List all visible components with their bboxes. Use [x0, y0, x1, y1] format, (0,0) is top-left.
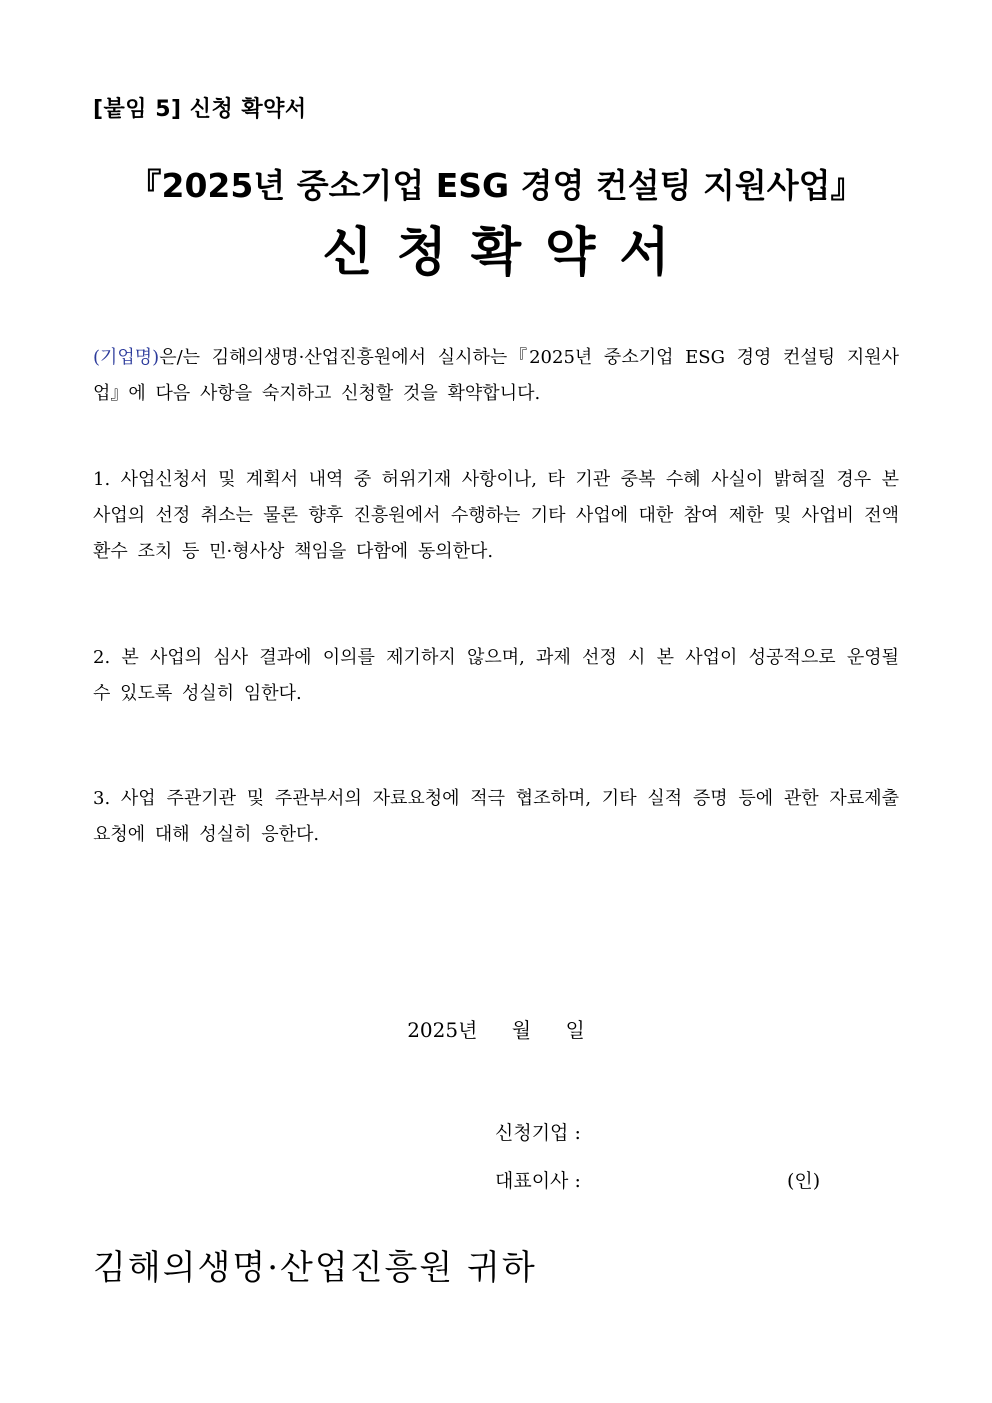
- date-month: 월: [511, 1018, 532, 1042]
- document-title: 『2025년 중소기업 ESG 경영 컨설팅 지원사업』: [128, 166, 864, 205]
- seal-mark: (인): [787, 1170, 821, 1192]
- pledge-item-3: 3. 사업 주관기관 및 주관부서의 자료요청에 적극 협조하며, 기타 실적 증명 등에 관한 자료제출 요청에 대해 성실히 응한다.: [93, 788, 899, 845]
- pledge-item-1: 1. 사업신청서 및 계획서 내역 중 허위기재 사항이나, 타 기관 중복 수혜 사실이 밝혀질 경우 본 사업의 선정 취소는 물론 향후 진흥원에서 수행하는 기타 사업에 대한 참여 제한 및 사업비 전액 환수 조치 등 민·형사상 책임을 다함에 동의한다.: [93, 469, 899, 562]
- pledge-item-2: 2. 본 사업의 심사 결과에 이의를 제기하지 않으며, 과제 선정 시 본 사업이 성공적으로 운영될 수 있도록 성실히 임한다.: [93, 647, 899, 704]
- date-line: [0, 1014, 992, 1043]
- company-name-placeholder: (기업명): [93, 347, 160, 368]
- attachment-label: [붙임 5] 신청 확약서: [93, 97, 307, 122]
- addressee: 김해의생명·산업진흥원 귀하: [93, 1248, 537, 1288]
- applicant-company-label: 신청기업 :: [495, 1122, 581, 1144]
- intro-paragraph: [93, 340, 899, 412]
- date-day: 일: [565, 1018, 585, 1042]
- intro-text: 은/는 김해의생명·산업진흥원에서 실시하는『2025년 중소기업 ESG 경영 컨설팅 지원사업』에 다음 사항을 숙지하고 신청할 것을 확약합니다.: [93, 347, 899, 404]
- document-heading: 신청확약서: [322, 223, 694, 283]
- date-year: 2025년: [407, 1018, 478, 1042]
- ceo-label: 대표이사 :: [495, 1170, 581, 1192]
